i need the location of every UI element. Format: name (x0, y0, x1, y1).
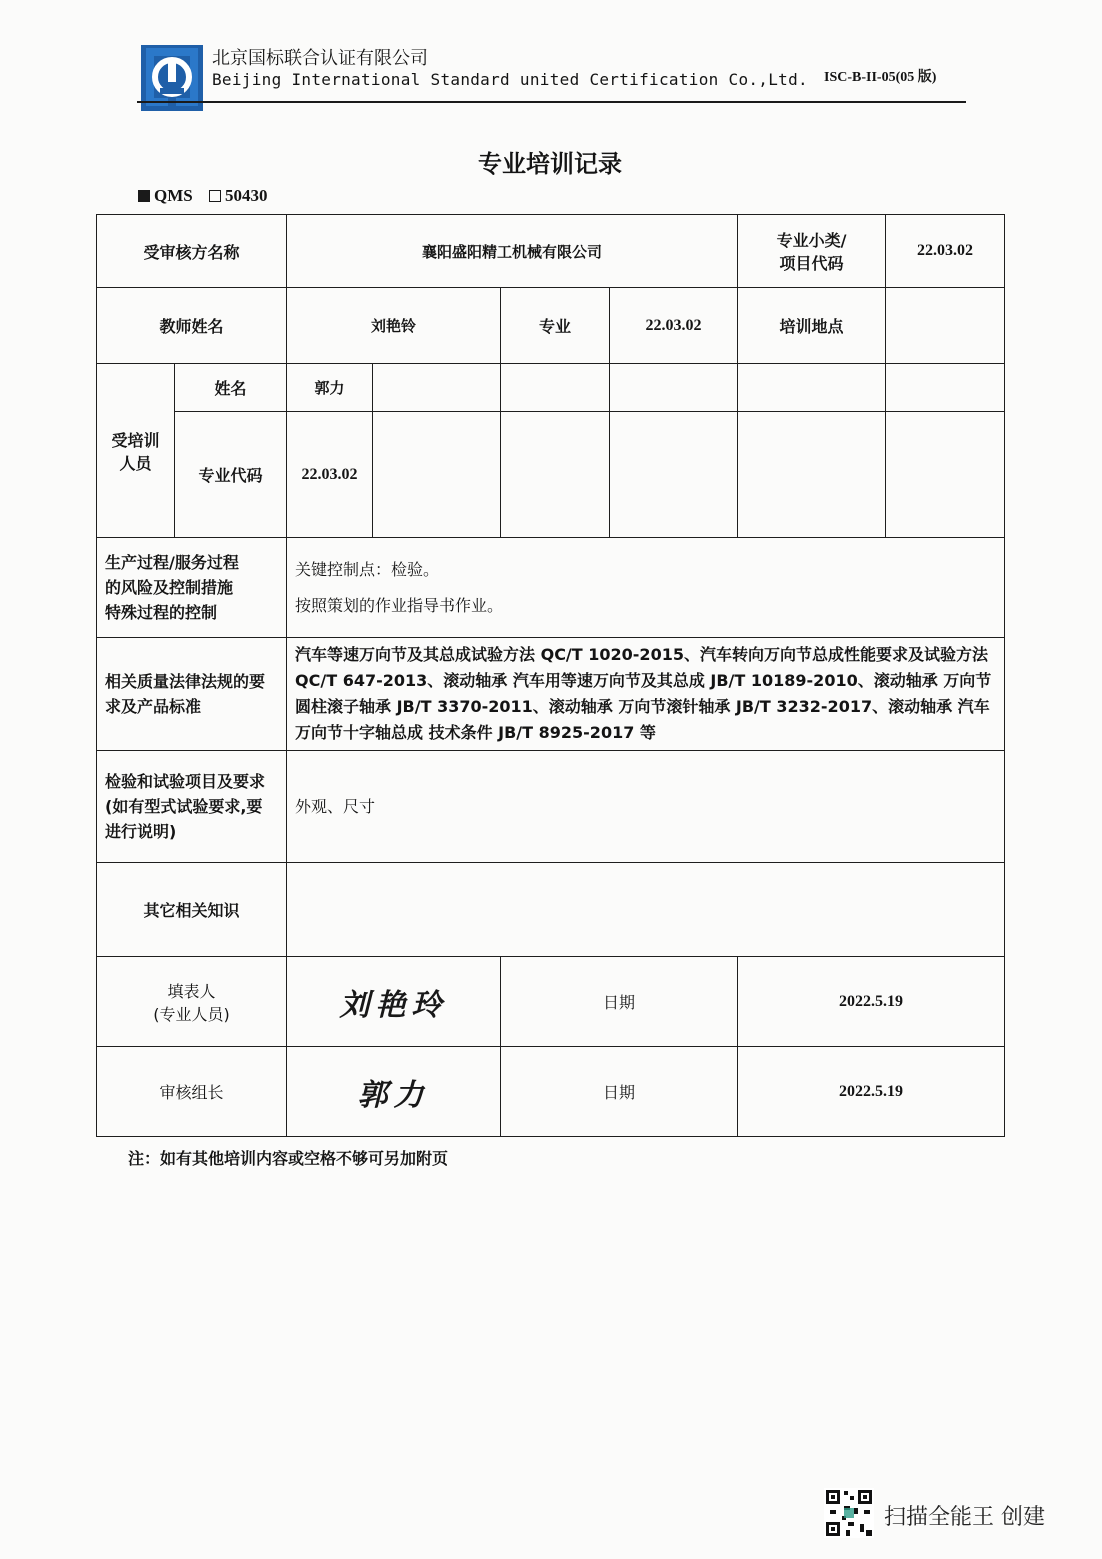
filler-row (97, 957, 1005, 1047)
filler-signature: 刘艳玲 (339, 987, 448, 1023)
risk-control-label (97, 538, 287, 638)
trainee-code-1: 22.03.02 (287, 412, 373, 538)
test-label-line-2: (如有型式试验要求,要 (105, 797, 263, 816)
specialty-label: 专业 (501, 288, 610, 364)
teacher-value: 刘艳铃 (287, 288, 501, 364)
trainee-name-1: 郭力 (287, 364, 373, 412)
leader-signature: 郭力 (357, 1077, 430, 1113)
document-code: ISC-B-II-05(05 版) (824, 70, 937, 85)
risk-value-line-2: 按照策划的作业指导书作业。 (295, 595, 504, 615)
leader-signature-cell (287, 1047, 501, 1137)
training-record-table (96, 214, 1005, 1137)
trainee-name-4 (610, 364, 738, 412)
company-name-en: Beijing International Standard united Certification Co.,Ltd. (212, 70, 808, 89)
auditee-value: 襄阳盛阳精工机械有限公司 (287, 215, 738, 288)
scanner-watermark: 扫描全能王 创建 (884, 1505, 1045, 1530)
test-items-label (97, 751, 287, 863)
trainee-name-label: 姓名 (175, 364, 287, 412)
page-title: 专业培训记录 (478, 150, 622, 178)
trainee-code-label: 专业代码 (175, 412, 287, 538)
filler-label-line-2: (专业人员) (153, 1004, 230, 1024)
law-label-line-1: 相关质量法律法规的要 (105, 672, 266, 691)
risk-label-line-3: 特殊过程的控制 (105, 603, 218, 622)
50430-label: 50430 (224, 186, 268, 205)
subcategory-value: 22.03.02 (886, 215, 1005, 288)
risk-control-value (287, 538, 1005, 638)
filler-signature-cell (287, 957, 501, 1047)
trainee-name-3 (501, 364, 610, 412)
risk-control-row (97, 538, 1005, 638)
risk-label-line-2: 的风险及控制措施 (105, 578, 234, 597)
filler-date-label: 日期 (501, 957, 738, 1047)
subcategory-label (738, 215, 886, 288)
leader-date-label: 日期 (501, 1047, 738, 1137)
filler-label-line-1: 填表人 (167, 981, 216, 1001)
other-knowledge-value (287, 863, 1005, 957)
leader-row (97, 1047, 1005, 1137)
risk-label-line-1: 生产过程/服务过程 (105, 553, 239, 572)
auditee-row (97, 215, 1005, 288)
specialty-value: 22.03.02 (610, 288, 738, 364)
teacher-label: 教师姓名 (97, 288, 287, 364)
qms-checkbox[interactable] (138, 190, 150, 202)
trainee-code-6 (886, 412, 1005, 538)
trainee-code-row (97, 412, 1005, 538)
trainee-code-3 (501, 412, 610, 538)
trainee-code-2 (373, 412, 501, 538)
other-knowledge-label: 其它相关知识 (97, 863, 287, 957)
header-divider (137, 101, 966, 103)
trainee-code-4 (610, 412, 738, 538)
trainee-code-5 (738, 412, 886, 538)
risk-value-line-1: 关键控制点：检验。 (295, 559, 440, 579)
test-label-line-1: 检验和试验项目及要求 (105, 772, 266, 791)
trainees-label (97, 364, 175, 538)
test-items-row (97, 751, 1005, 863)
test-items-value: 外观、尺寸 (287, 751, 1005, 863)
auditee-label: 受审核方名称 (97, 215, 287, 288)
location-value (886, 288, 1005, 364)
leader-label: 审核组长 (97, 1047, 287, 1137)
test-label-line-3: 进行说明) (105, 822, 177, 841)
trainee-name-row (97, 364, 1005, 412)
trainee-name-2 (373, 364, 501, 412)
law-standard-value: 汽车等速万向节及其总成试验方法 QC/T 1020-2015、汽车转向万向节总成性能要求及试验方法 QC/T 647-2013、滚动轴承 汽车用等速万向节及其总成 JB/T 10189-2010、滚动轴承 万向节圆柱滚子轴承 JB/T 3370-2011、滚动轴承 万向节滚针轴承 JB/T 3232-2017、滚动轴承 汽车万向节十字轴总成 技术条件 JB/T 8925-2017 等 (287, 638, 1005, 751)
subcategory-label-line-2: 项目代码 (779, 254, 844, 273)
location-label: 培训地点 (738, 288, 886, 364)
company-name-cn: 北京国标联合认证有限公司 (212, 48, 428, 69)
subcategory-label-line-1: 专业小类/ (776, 231, 847, 250)
filler-label (97, 957, 287, 1047)
trainees-label-line-2: 人员 (119, 453, 152, 473)
law-label-line-2: 求及产品标准 (105, 697, 202, 716)
other-knowledge-row (97, 863, 1005, 957)
50430-checkbox[interactable] (209, 190, 221, 202)
trainee-name-6 (886, 364, 1005, 412)
trainees-label-line-1: 受培训 (111, 430, 160, 450)
qms-label: QMS (154, 186, 193, 205)
qr-code-icon (824, 1488, 874, 1538)
standard-checkbox-line (138, 186, 267, 206)
footnote: 注：如有其他培训内容或空格不够可另加附页 (128, 1149, 449, 1168)
leader-date-value: 2022.5.19 (738, 1047, 1005, 1137)
teacher-row (97, 288, 1005, 364)
trainee-name-5 (738, 364, 886, 412)
law-standard-label (97, 638, 287, 751)
law-standard-row (97, 638, 1005, 751)
filler-date-value: 2022.5.19 (738, 957, 1005, 1047)
